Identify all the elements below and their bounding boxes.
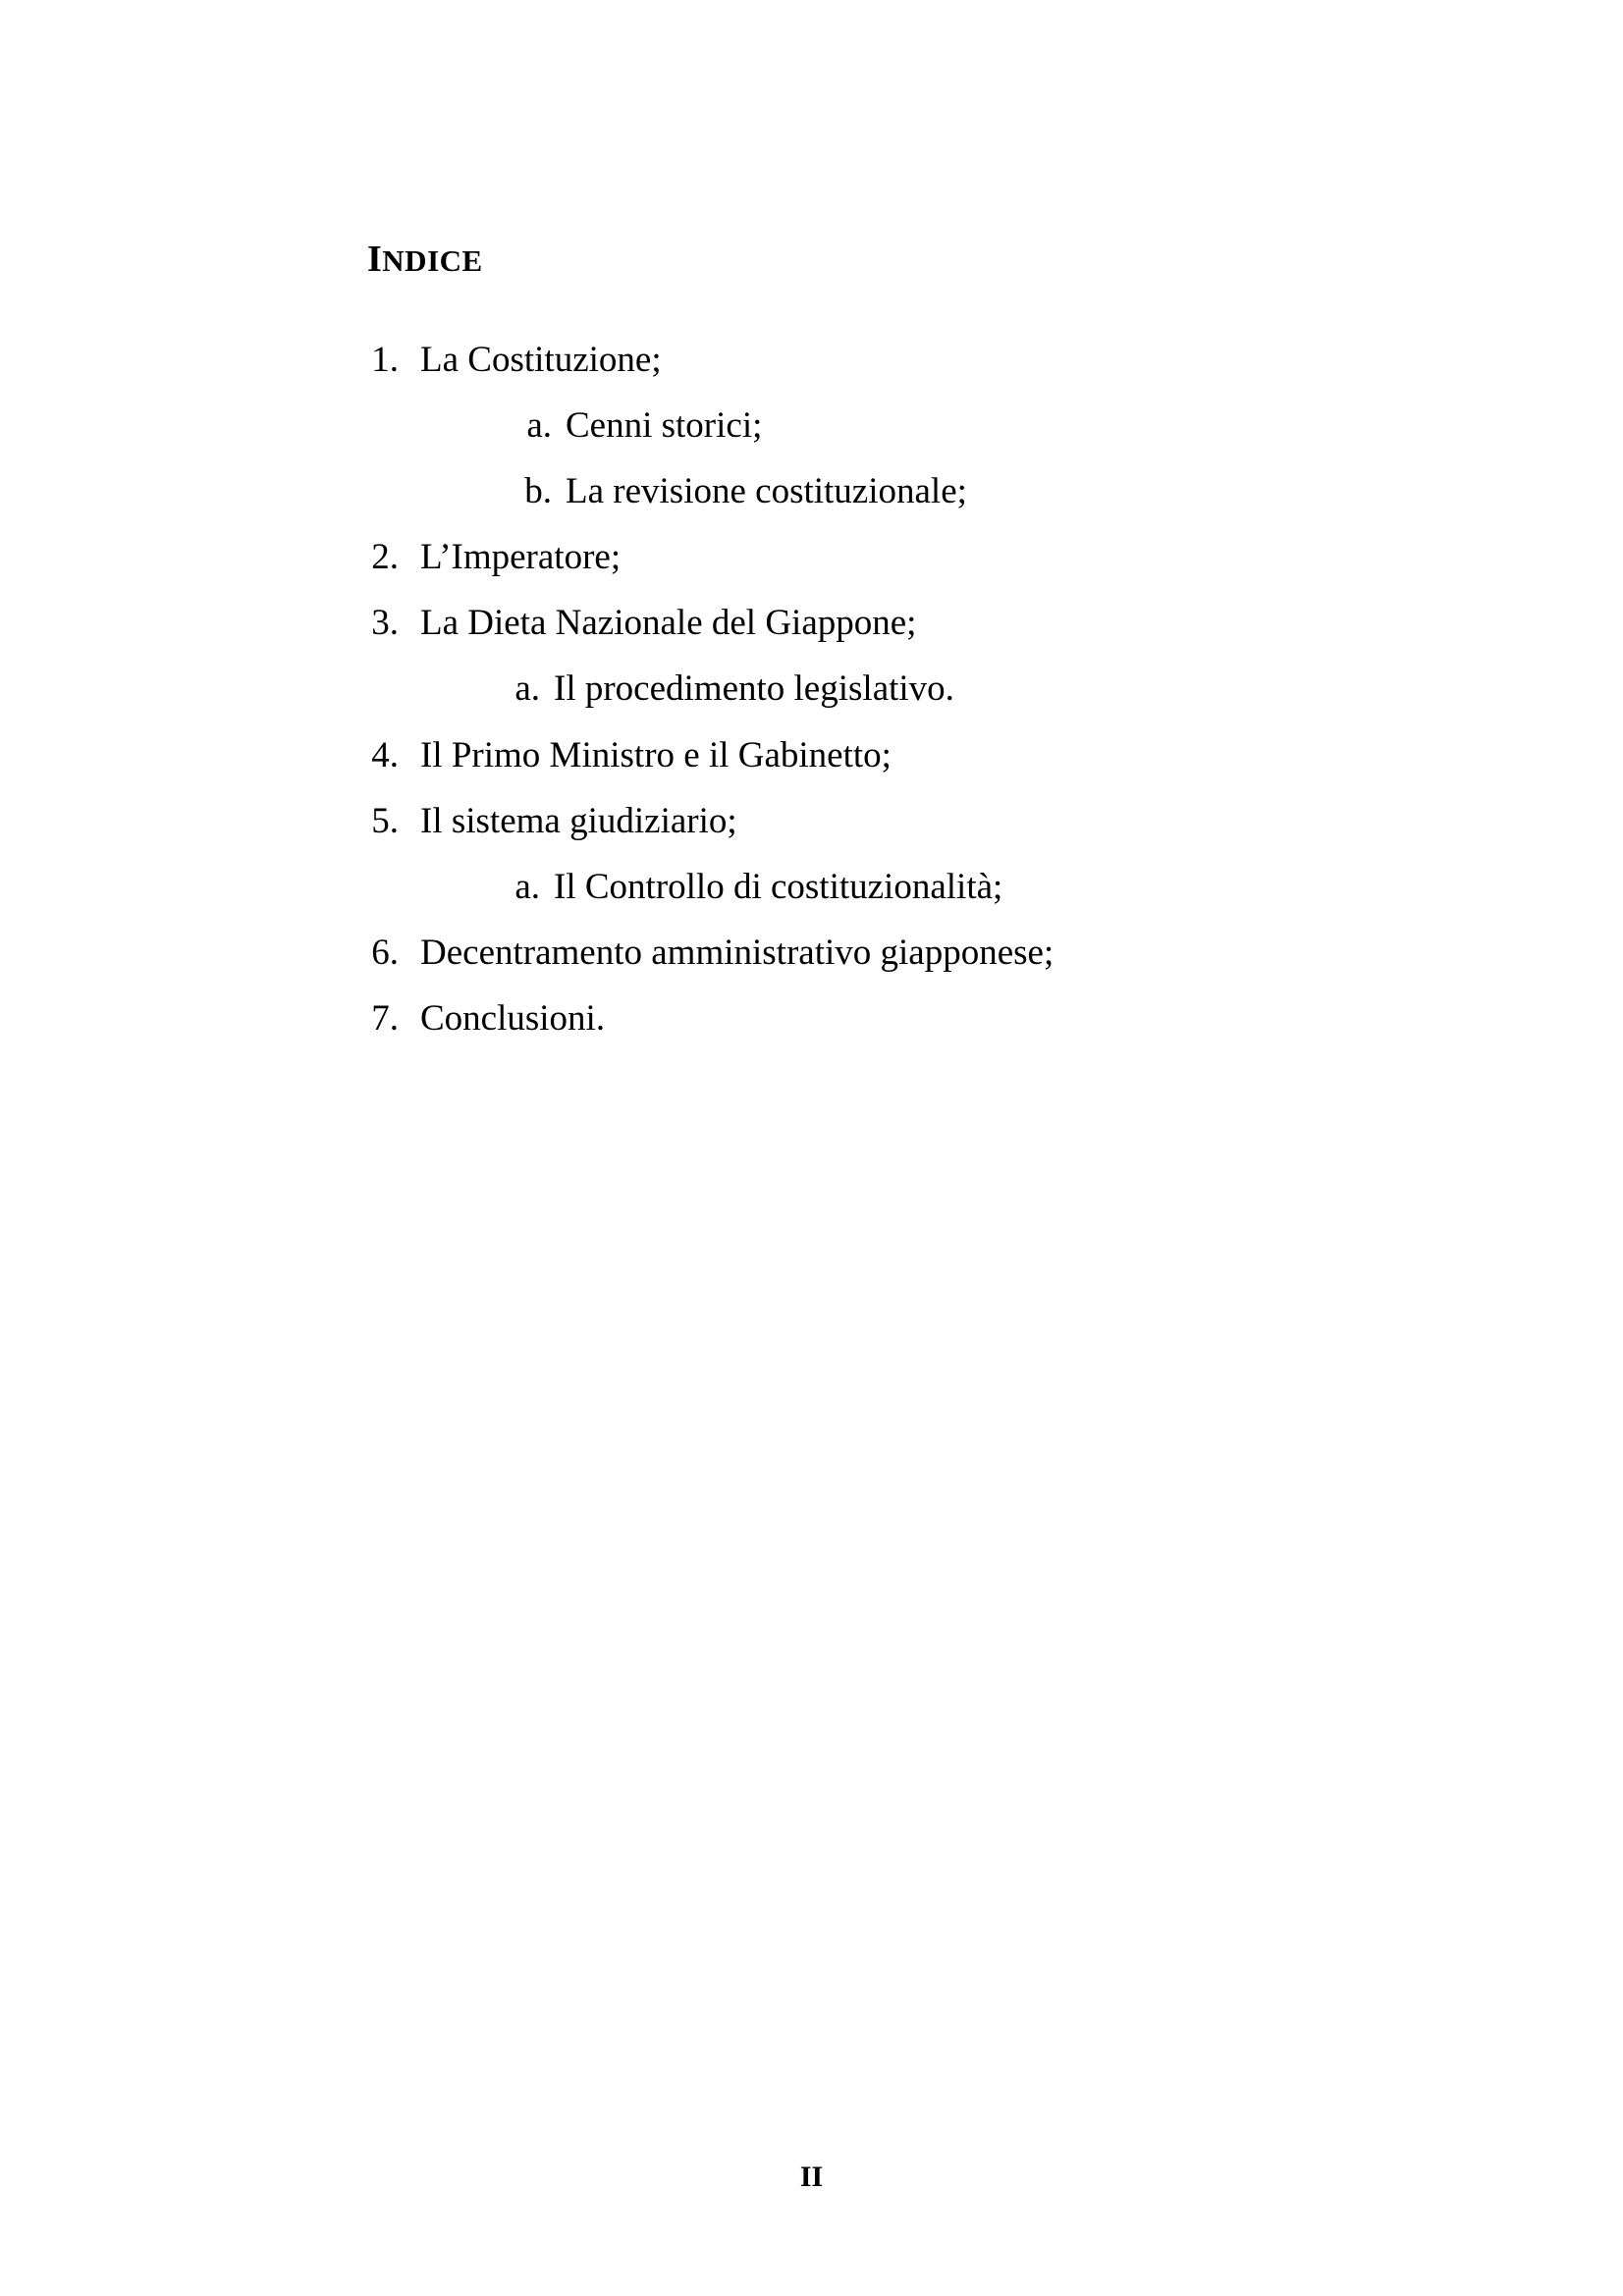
toc-subitem-letter: a.: [526, 405, 552, 446]
toc-item-number: 4.: [371, 735, 399, 775]
toc-subitem-letter: a.: [514, 867, 540, 907]
toc-item-number: 3.: [371, 603, 399, 643]
toc-item-label: Conclusioni.: [420, 998, 606, 1039]
index-heading-rest: NDICE: [382, 243, 483, 278]
page-number: II: [799, 2161, 824, 2193]
toc-subitem-letter: a.: [514, 668, 540, 709]
toc-subitem-label: Il Controllo di costituzionalità;: [554, 867, 1003, 907]
toc-subitem-label: Cenni storici;: [566, 405, 763, 446]
toc-item-number: 5.: [371, 801, 399, 841]
toc-item-number: 1.: [371, 340, 399, 380]
toc-subitem-label: La revisione costituzionale;: [566, 471, 967, 511]
toc-item-label: Il sistema giudiziario;: [420, 801, 737, 841]
toc-subitem-label: Il procedimento legislativo.: [554, 668, 954, 709]
toc-item-label: La Costituzione;: [420, 340, 662, 380]
toc-item-label: Decentramento amministrativo giapponese;: [420, 933, 1055, 973]
toc-item-label: L’Imperatore;: [420, 537, 622, 577]
toc-item-label: Il Primo Ministro e il Gabinetto;: [420, 735, 892, 775]
toc-item-number: 7.: [371, 998, 399, 1039]
toc-item-label: La Dieta Nazionale del Giappone;: [420, 603, 917, 643]
toc-item-number: 6.: [371, 933, 399, 973]
toc-subitem-letter: b.: [524, 471, 552, 511]
toc-item-number: 2.: [371, 537, 399, 577]
index-heading-initial: I: [367, 239, 383, 280]
